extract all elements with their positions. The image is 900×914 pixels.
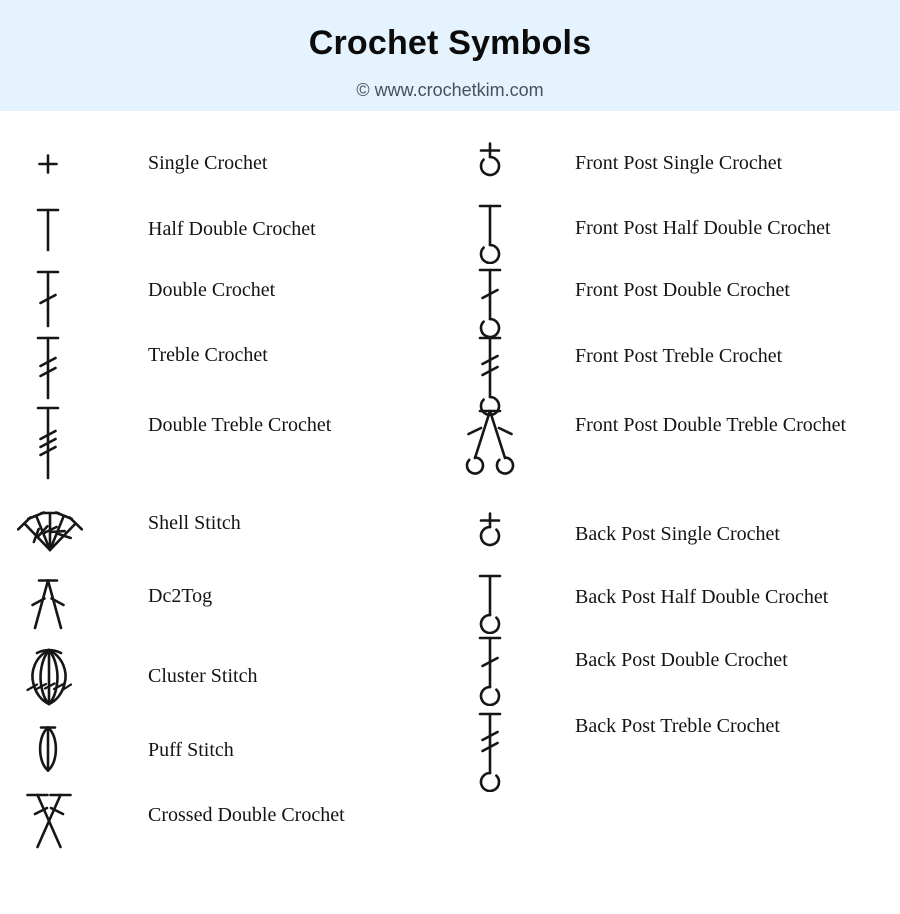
front-post-half-double-crochet-icon [477,204,503,264]
back-post-single-crochet-icon [477,512,503,548]
back-post-half-double-crochet-icon [477,574,503,634]
symbol-label: Back Post Double Crochet [575,649,788,671]
copyright-text: © www.crochetkim.com [356,80,544,100]
front-post-single-crochet-icon [477,142,503,178]
symbol-label: Cluster Stitch [148,665,258,687]
crossed-double-crochet-icon [25,792,73,850]
symbol-label: Front Post Double Crochet [575,279,790,301]
front-post-treble-crochet-icon [477,336,503,416]
symbol-label: Crossed Double Crochet [148,804,345,826]
symbol-label: Front Post Single Crochet [575,152,783,174]
symbol-label: Shell Stitch [148,512,241,534]
symbol-label: Back Post Half Double Crochet [575,586,829,608]
front-post-double-crochet-icon [477,268,503,338]
symbol-label: Treble Crochet [148,344,268,366]
dc2tog-icon [28,578,68,630]
double-crochet-icon [35,270,61,328]
symbol-label: Puff Stitch [148,739,234,761]
back-post-treble-crochet-icon [477,712,503,792]
single-crochet-icon [38,154,58,174]
cluster-stitch-icon [26,646,72,708]
symbol-label: Double Crochet [148,279,276,301]
symbol-label: Single Crochet [148,152,268,174]
symbol-label: Back Post Single Crochet [575,523,780,545]
symbol-label: Dc2Tog [148,585,213,607]
half-double-crochet-icon [36,208,60,252]
back-post-double-crochet-icon [477,636,503,706]
shell-stitch-icon [4,502,96,554]
symbol-label: Front Post Half Double Crochet [575,217,831,239]
page-title: Crochet Symbols [308,24,592,62]
symbol-label: Front Post Double Treble Crochet [575,414,847,436]
header-band [0,0,900,111]
double-treble-crochet-icon [35,406,61,480]
symbol-label: Back Post Treble Crochet [575,715,780,737]
symbol-label: Half Double Crochet [148,218,316,240]
puff-stitch-icon [33,724,63,774]
front-post-double-treble-crochet-icon [462,408,518,478]
symbol-label: Double Treble Crochet [148,414,332,436]
symbol-label: Front Post Treble Crochet [575,345,783,367]
treble-crochet-icon [35,336,61,400]
